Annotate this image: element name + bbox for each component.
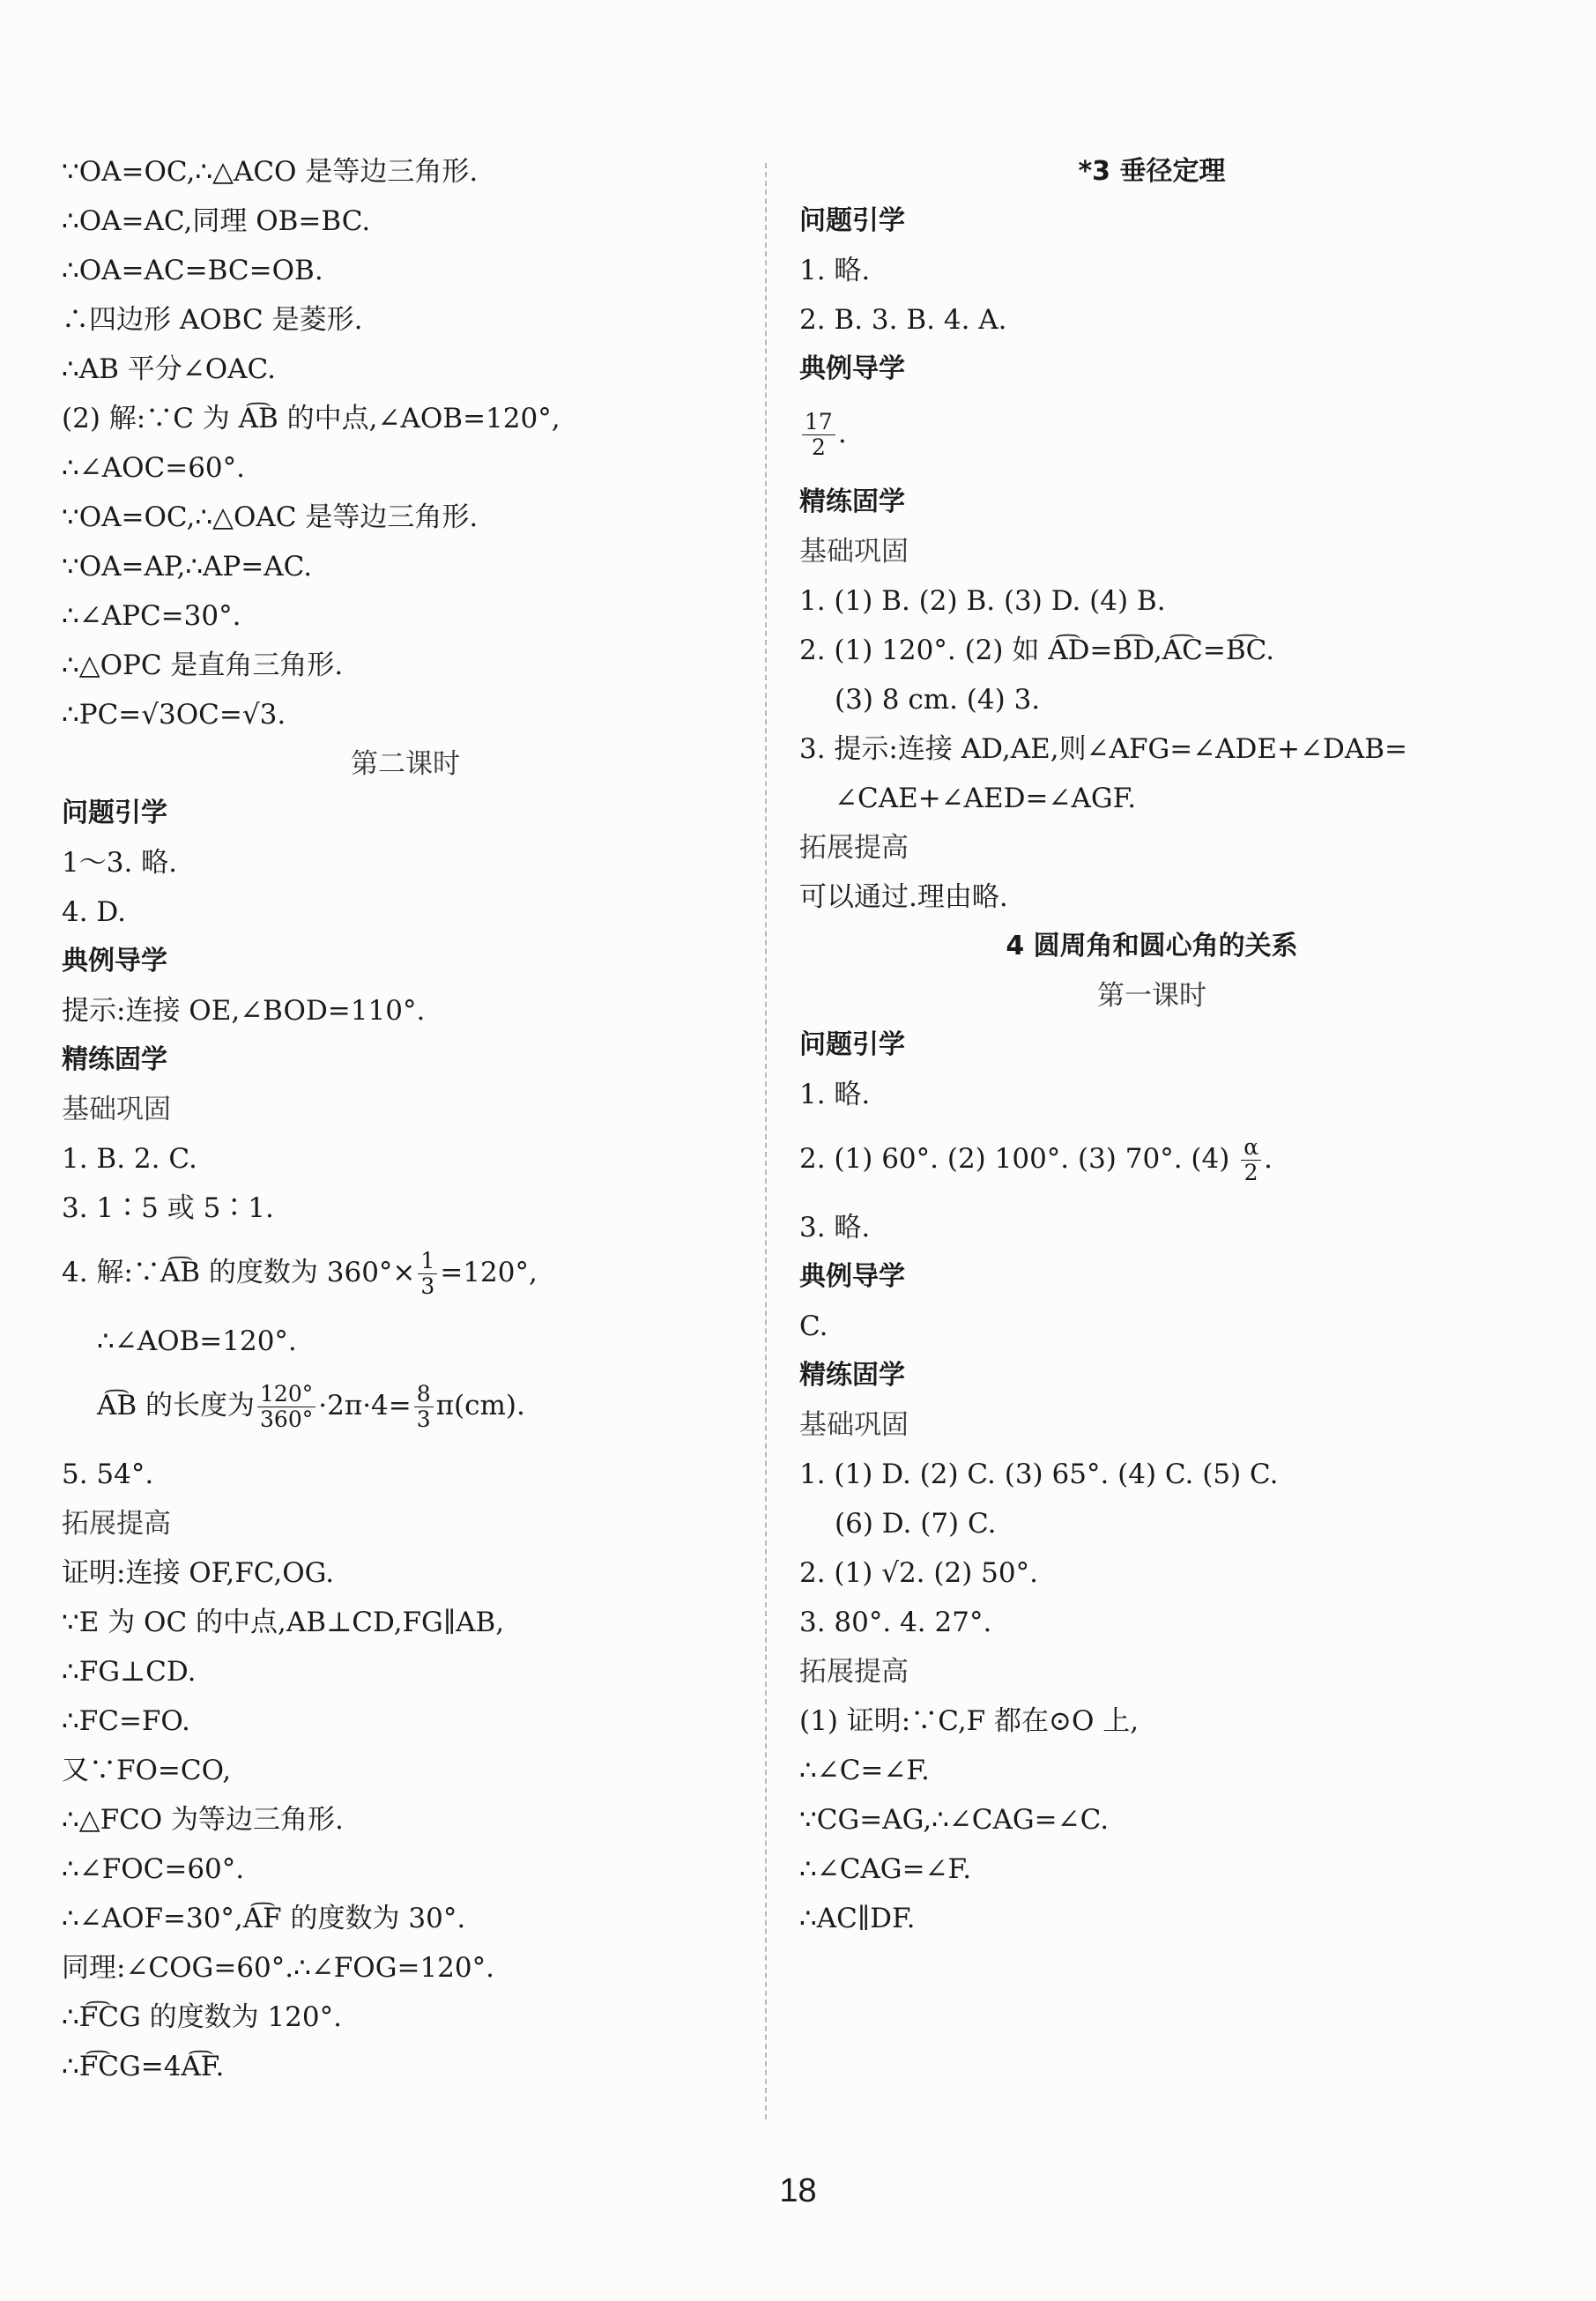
text-line: ∴△OPC 是直角三角形. <box>62 649 344 681</box>
text-line: ∴AC∥DF. <box>799 1903 916 1934</box>
section-heading: 问题引学 <box>62 798 167 828</box>
text-line: (1) 证明:∵C,F 都在⊙O 上, <box>799 1705 1139 1737</box>
fraction <box>414 1382 434 1432</box>
text-line: ∵OA=OC,∴△ACO 是等边三角形. <box>62 156 479 188</box>
subsection-heading: 基础巩固 <box>799 1409 909 1441</box>
text-line: 证明:连接 OF,FC,OG. <box>62 1557 335 1589</box>
text-line: 1. (1) D. (2) C. (3) 65°. (4) C. (5) C. <box>799 1459 1279 1490</box>
text-segment: A͡B 的长度为 <box>97 1390 256 1421</box>
section-heading: 问题引学 <box>799 205 905 236</box>
text-line: ∴AB 平分∠OAC. <box>62 353 276 385</box>
section-heading: 精练固学 <box>799 1360 905 1391</box>
text-line <box>62 1382 749 1432</box>
fraction <box>418 1249 437 1299</box>
fraction-numerator: 120° <box>257 1382 315 1407</box>
text-line: (6) D. (7) C. <box>835 1508 997 1540</box>
fraction-denominator: 3 <box>420 1273 435 1299</box>
subsection-heading: 拓展提高 <box>799 1656 909 1688</box>
text-line: 提示:连接 OE,∠BOD=110°. <box>62 995 426 1027</box>
text-line: (3) 8 cm. (4) 3. <box>835 684 1041 716</box>
page-number: 18 <box>779 2172 817 2209</box>
text-line: ∴∠AOB=120°. <box>97 1325 297 1357</box>
section-title: *3 垂径定理 <box>1078 156 1226 187</box>
text-line: ∴OA=AC=BC=OB. <box>62 255 323 286</box>
text-line: ∴F͡CG=4A͡F. <box>62 2051 225 2082</box>
text-line: ∵OA=AP,∴AP=AC. <box>62 551 313 583</box>
text-line: 1～3. 略. <box>62 847 178 879</box>
left-column <box>62 154 749 2098</box>
text-line: ∴PC=√3OC=√3. <box>62 699 286 731</box>
text-line: ∵OA=OC,∴△OAC 是等边三角形. <box>62 501 479 533</box>
lesson-heading: 第一课时 <box>1097 980 1206 1012</box>
text-line: ∴∠AOC=60°. <box>62 452 245 484</box>
text-line: 1. (1) B. (2) B. (3) D. (4) B. <box>799 585 1166 617</box>
text-line: 又∵FO=CO, <box>62 1755 232 1786</box>
text-line: ∴FG⊥CD. <box>62 1656 197 1688</box>
text-line: 1. B. 2. C. <box>62 1143 197 1175</box>
text-line <box>62 1249 749 1299</box>
text-line: ∴∠APC=30°. <box>62 600 241 632</box>
text-line: 4. D. <box>62 896 127 928</box>
text-line <box>799 1135 1504 1185</box>
text-line: ∵E 为 OC 的中点,AB⊥CD,FG∥AB, <box>62 1607 505 1638</box>
text-line: 3. 1∶5 或 5∶1. <box>62 1192 274 1224</box>
text-line: ∴FC=FO. <box>62 1705 190 1737</box>
fraction-denominator: 360° <box>260 1407 314 1432</box>
section-heading: 典例导学 <box>799 353 905 384</box>
text-segment: . <box>1264 1143 1273 1175</box>
fraction-numerator: 1 <box>418 1249 437 1274</box>
text-line: 1. 略. <box>799 1079 871 1110</box>
fraction <box>257 1382 315 1432</box>
fraction-denominator: 3 <box>416 1407 431 1432</box>
fraction-numerator: 17 <box>802 410 835 435</box>
text-segment: =120°, <box>440 1257 538 1288</box>
section-heading: 精练固学 <box>62 1044 167 1075</box>
text-line: ∴∠FOC=60°. <box>62 1853 245 1885</box>
subsection-heading: 基础巩固 <box>62 1094 171 1125</box>
fraction-denominator: 2 <box>811 434 826 460</box>
fraction-numerator: 8 <box>414 1382 434 1407</box>
text-segment: 2. (1) 60°. (2) 100°. (3) 70°. (4) <box>799 1143 1239 1175</box>
text-line: 2. (1) 120°. (2) 如 A͡D=B͡D,A͡C=B͡C. <box>799 635 1275 666</box>
section-heading: 典例导学 <box>62 946 167 976</box>
text-line: (2) 解:∵C 为 A͡B 的中点,∠AOB=120°, <box>62 403 560 434</box>
subsection-heading: 拓展提高 <box>799 832 909 864</box>
column-divider <box>765 163 767 2119</box>
section-heading: 典例导学 <box>799 1261 905 1292</box>
text-line: 同理:∠COG=60°.∴∠FOG=120°. <box>62 1952 494 1984</box>
text-segment: ·2π·4= <box>318 1390 412 1421</box>
text-line: ∴四边形 AOBC 是菱形. <box>62 304 363 336</box>
fraction <box>1241 1135 1261 1185</box>
text-line: 3. 提示:连接 AD,AE,则∠AFG=∠ADE+∠DAB= <box>799 733 1407 765</box>
text-segment: 4. 解:∵A͡B 的度数为 360°× <box>62 1257 416 1288</box>
text-line: ∴OA=AC,同理 OB=BC. <box>62 205 371 237</box>
section-heading: 精练固学 <box>799 486 905 517</box>
text-line: ∴F͡CG 的度数为 120°. <box>62 2001 342 2033</box>
subsection-heading: 基础巩固 <box>799 536 909 568</box>
lesson-heading: 第二课时 <box>351 748 460 780</box>
text-line: 2. B. 3. B. 4. A. <box>799 304 1007 336</box>
text-line: ∴△FCO 为等边三角形. <box>62 1804 344 1836</box>
text-segment: π(cm). <box>435 1390 525 1421</box>
fraction-denominator: 2 <box>1243 1160 1258 1185</box>
text-line: ∠CAE+∠AED=∠AGF. <box>835 783 1137 814</box>
text-line: ∴∠AOF=30°,A͡F 的度数为 30°. <box>62 1903 466 1934</box>
right-column <box>799 154 1504 1950</box>
text-segment: . <box>837 418 847 449</box>
text-line: 5. 54°. <box>62 1459 154 1490</box>
text-line: 1. 略. <box>799 255 871 286</box>
text-line: ∴∠C=∠F. <box>799 1755 930 1786</box>
text-line <box>799 410 1504 460</box>
subsection-heading: 拓展提高 <box>62 1508 171 1540</box>
text-line: 可以通过.理由略. <box>799 881 1008 913</box>
fraction-numerator: α <box>1241 1135 1261 1161</box>
text-line: C. <box>799 1310 828 1342</box>
fraction <box>802 410 835 460</box>
text-line: 2. (1) √2. (2) 50°. <box>799 1557 1038 1589</box>
text-line: ∴∠CAG=∠F. <box>799 1853 972 1885</box>
section-heading: 问题引学 <box>799 1029 905 1060</box>
section-title: 4 圆周角和圆心角的关系 <box>1006 931 1298 961</box>
text-line: 3. 80°. 4. 27°. <box>799 1607 992 1638</box>
text-line: ∵CG=AG,∴∠CAG=∠C. <box>799 1804 1110 1836</box>
text-line: 3. 略. <box>799 1212 871 1243</box>
